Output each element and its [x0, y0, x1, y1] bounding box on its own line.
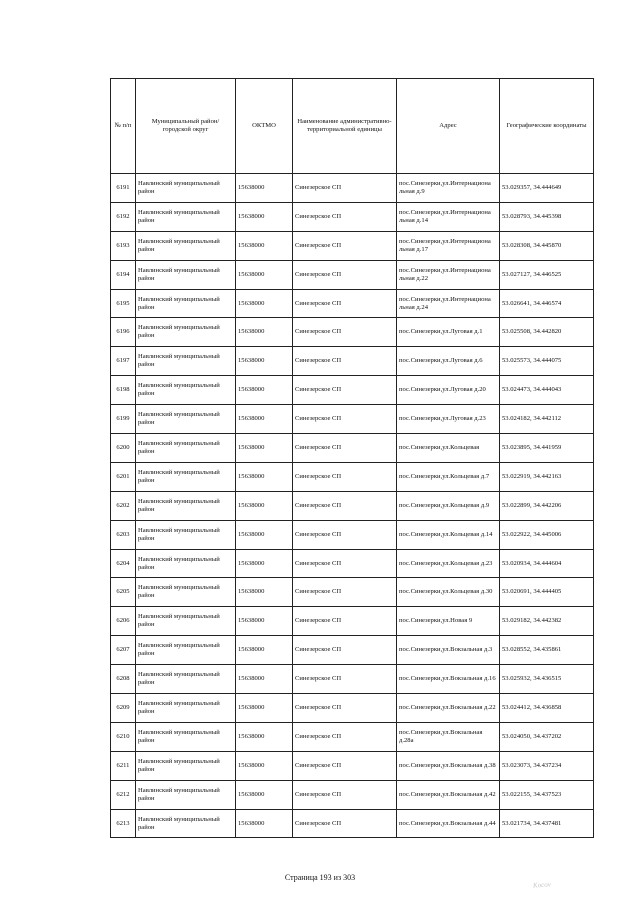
address-cell: пос.Синезерки,ул.Новая 9	[397, 607, 500, 636]
table-row	[111, 174, 594, 203]
table-row	[111, 520, 594, 549]
district-cell: Навлинский муниципальный район	[136, 751, 236, 780]
address-cell: пос.Синезерки,ул.Вокзальная д.3	[397, 636, 500, 665]
unit-cell: Синезерское СП	[293, 694, 397, 723]
unit-cell: Синезерское СП	[293, 751, 397, 780]
unit-cell: Синезерское СП	[293, 231, 397, 260]
oktmo-cell: 15638000	[236, 462, 293, 491]
unit-cell: Синезерское СП	[293, 260, 397, 289]
district-cell: Навлинский муниципальный район	[136, 780, 236, 809]
header-district: Муниципальный район/городской округ	[136, 79, 236, 174]
table-row	[111, 434, 594, 463]
oktmo-cell: 15638000	[236, 174, 293, 203]
row-number: 6207	[111, 636, 136, 665]
unit-cell: Синезерское СП	[293, 636, 397, 665]
oktmo-cell: 15638000	[236, 549, 293, 578]
district-cell: Навлинский муниципальный район	[136, 491, 236, 520]
unit-cell: Синезерское СП	[293, 376, 397, 405]
address-cell: пос.Синезерки,ул.Интернациона льная д.14	[397, 202, 500, 231]
unit-cell: Синезерское СП	[293, 405, 397, 434]
address-cell: пос.Синезерки,ул.Кольцевая	[397, 434, 500, 463]
row-number: 6196	[111, 318, 136, 347]
address-cell: пос.Синезерки,ул.Вокзальная д.38	[397, 751, 500, 780]
unit-cell: Синезерское СП	[293, 578, 397, 607]
coords-cell: 53.028308, 34.445870	[500, 231, 594, 260]
address-cell: пос.Синезерки,ул.Вокзальная д.28а	[397, 722, 500, 751]
row-number: 6199	[111, 405, 136, 434]
district-cell: Навлинский муниципальный район	[136, 722, 236, 751]
oktmo-cell: 15638000	[236, 202, 293, 231]
coords-cell: 53.023895, 34.441959	[500, 434, 594, 463]
row-number: 6194	[111, 260, 136, 289]
oktmo-cell: 15638000	[236, 636, 293, 665]
row-number: 6204	[111, 549, 136, 578]
coords-cell: 53.025573, 34.444075	[500, 347, 594, 376]
address-cell: пос.Синезерки,ул.Интернациона льная д.17	[397, 231, 500, 260]
row-number: 6208	[111, 665, 136, 694]
oktmo-cell: 15638000	[236, 260, 293, 289]
table-row	[111, 751, 594, 780]
row-number: 6201	[111, 462, 136, 491]
row-number: 6213	[111, 809, 136, 838]
district-cell: Навлинский муниципальный район	[136, 809, 236, 838]
table-row	[111, 636, 594, 665]
stamp-mark: Kocov	[532, 880, 552, 890]
address-cell: пос.Синезерки,ул.Кольцевая д.9	[397, 491, 500, 520]
unit-cell: Синезерское СП	[293, 202, 397, 231]
coords-cell: 53.020691, 34.444405	[500, 578, 594, 607]
address-cell: пос.Синезерки,ул.Интернациона льная д.24	[397, 289, 500, 318]
district-cell: Навлинский муниципальный район	[136, 520, 236, 549]
oktmo-cell: 15638000	[236, 434, 293, 463]
row-number: 6209	[111, 694, 136, 723]
address-cell: пос.Синезерки,ул.Интернациона льная д.9	[397, 174, 500, 203]
coords-cell: 53.025932, 34.436515	[500, 665, 594, 694]
row-number: 6202	[111, 491, 136, 520]
unit-cell: Синезерское СП	[293, 347, 397, 376]
coords-cell: 53.024050, 34.437202	[500, 722, 594, 751]
table-row	[111, 549, 594, 578]
unit-cell: Синезерское СП	[293, 549, 397, 578]
district-cell: Навлинский муниципальный район	[136, 260, 236, 289]
table-row	[111, 722, 594, 751]
table-row	[111, 376, 594, 405]
row-number: 6203	[111, 520, 136, 549]
coords-cell: 53.028552, 34.435861	[500, 636, 594, 665]
oktmo-cell: 15638000	[236, 491, 293, 520]
unit-cell: Синезерское СП	[293, 289, 397, 318]
address-cell: пос.Синезерки,ул.Кольцевая д.7	[397, 462, 500, 491]
coords-cell: 53.028793, 34.445398	[500, 202, 594, 231]
unit-cell: Синезерское СП	[293, 491, 397, 520]
coords-cell: 53.024412, 34.436858	[500, 694, 594, 723]
oktmo-cell: 15638000	[236, 318, 293, 347]
unit-cell: Синезерское СП	[293, 607, 397, 636]
unit-cell: Синезерское СП	[293, 434, 397, 463]
oktmo-cell: 15638000	[236, 809, 293, 838]
oktmo-cell: 15638000	[236, 520, 293, 549]
unit-cell: Синезерское СП	[293, 722, 397, 751]
row-number: 6195	[111, 289, 136, 318]
district-cell: Навлинский муниципальный район	[136, 289, 236, 318]
district-cell: Навлинский муниципальный район	[136, 231, 236, 260]
coords-cell: 53.020934, 34.444604	[500, 549, 594, 578]
unit-cell: Синезерское СП	[293, 780, 397, 809]
table-row	[111, 578, 594, 607]
district-cell: Навлинский муниципальный район	[136, 376, 236, 405]
row-number: 6205	[111, 578, 136, 607]
address-cell: пос.Синезерки,ул.Вокзальная д.22	[397, 694, 500, 723]
district-cell: Навлинский муниципальный район	[136, 694, 236, 723]
row-number: 6192	[111, 202, 136, 231]
oktmo-cell: 15638000	[236, 578, 293, 607]
oktmo-cell: 15638000	[236, 347, 293, 376]
unit-cell: Синезерское СП	[293, 318, 397, 347]
oktmo-cell: 15638000	[236, 607, 293, 636]
coords-cell: 53.024473, 34.444043	[500, 376, 594, 405]
district-cell: Навлинский муниципальный район	[136, 636, 236, 665]
oktmo-cell: 15638000	[236, 694, 293, 723]
table-row	[111, 607, 594, 636]
address-cell: пос.Синезерки,ул.Интернациона льная д.22	[397, 260, 500, 289]
district-cell: Навлинский муниципальный район	[136, 202, 236, 231]
row-number: 6200	[111, 434, 136, 463]
header-unit: Наименование административно-территориальной единицы	[293, 79, 397, 174]
page-number: Страница 193 из 303	[284, 873, 356, 882]
district-cell: Навлинский муниципальный район	[136, 318, 236, 347]
district-cell: Навлинский муниципальный район	[136, 434, 236, 463]
table-row	[111, 231, 594, 260]
coords-cell: 53.024182, 34.442112	[500, 405, 594, 434]
coords-cell: 53.022919, 34.442163	[500, 462, 594, 491]
coords-cell: 53.022899, 34.442206	[500, 491, 594, 520]
oktmo-cell: 15638000	[236, 376, 293, 405]
row-number: 6197	[111, 347, 136, 376]
oktmo-cell: 15638000	[236, 751, 293, 780]
unit-cell: Синезерское СП	[293, 520, 397, 549]
row-number: 6210	[111, 722, 136, 751]
table-row	[111, 347, 594, 376]
district-cell: Навлинский муниципальный район	[136, 578, 236, 607]
row-number: 6212	[111, 780, 136, 809]
table-row	[111, 491, 594, 520]
header-coords: Географические координаты	[500, 79, 594, 174]
coords-cell: 53.029182, 34.442382	[500, 607, 594, 636]
coords-cell: 53.027127, 34.446525	[500, 260, 594, 289]
address-cell: пос.Синезерки,ул.Кольцевая д.30	[397, 578, 500, 607]
row-number: 6206	[111, 607, 136, 636]
table-row	[111, 462, 594, 491]
unit-cell: Синезерское СП	[293, 174, 397, 203]
oktmo-cell: 15638000	[236, 231, 293, 260]
header-oktmo: ОКТМО	[236, 79, 293, 174]
district-cell: Навлинский муниципальный район	[136, 405, 236, 434]
district-cell: Навлинский муниципальный район	[136, 174, 236, 203]
unit-cell: Синезерское СП	[293, 665, 397, 694]
address-cell: пос.Синезерки,ул.Кольцевая д.14	[397, 520, 500, 549]
header-row	[111, 79, 594, 174]
header-address: Адрес	[397, 79, 500, 174]
coords-cell: 53.022922, 34.445006	[500, 520, 594, 549]
oktmo-cell: 15638000	[236, 289, 293, 318]
addresses-table	[110, 78, 594, 838]
oktmo-cell: 15638000	[236, 665, 293, 694]
district-cell: Навлинский муниципальный район	[136, 549, 236, 578]
table-row	[111, 809, 594, 838]
table-body	[111, 174, 594, 838]
row-number: 6211	[111, 751, 136, 780]
header-num: № п/п	[111, 79, 136, 174]
district-cell: Навлинский муниципальный район	[136, 462, 236, 491]
address-cell: пос.Синезерки,ул.Луговая д.23	[397, 405, 500, 434]
coords-cell: 53.023073, 34.437234	[500, 751, 594, 780]
row-number: 6193	[111, 231, 136, 260]
oktmo-cell: 15638000	[236, 405, 293, 434]
district-cell: Навлинский муниципальный район	[136, 607, 236, 636]
coords-cell: 53.029357, 34.444649	[500, 174, 594, 203]
table-row	[111, 202, 594, 231]
row-number: 6198	[111, 376, 136, 405]
table-row	[111, 694, 594, 723]
unit-cell: Синезерское СП	[293, 809, 397, 838]
table-row	[111, 405, 594, 434]
oktmo-cell: 15638000	[236, 722, 293, 751]
unit-cell: Синезерское СП	[293, 462, 397, 491]
coords-cell: 53.025508, 34.442820	[500, 318, 594, 347]
table-row	[111, 289, 594, 318]
district-cell: Навлинский муниципальный район	[136, 347, 236, 376]
address-cell: пос.Синезерки,ул.Вокзальная д.16	[397, 665, 500, 694]
address-cell: пос.Синезерки,ул.Луговая д.20	[397, 376, 500, 405]
coords-cell: 53.026641, 34.446574	[500, 289, 594, 318]
coords-cell: 53.021734, 34.437481	[500, 809, 594, 838]
coords-cell: 53.022155, 34.437523	[500, 780, 594, 809]
row-number: 6191	[111, 174, 136, 203]
address-cell: пос.Синезерки,ул.Луговая д.6	[397, 347, 500, 376]
address-cell: пос.Синезерки,ул.Луговая д.1	[397, 318, 500, 347]
address-cell: пос.Синезерки,ул.Кольцевая д.23	[397, 549, 500, 578]
table-row	[111, 318, 594, 347]
address-cell: пос.Синезерки,ул.Вокзальная д.42	[397, 780, 500, 809]
table-row	[111, 665, 594, 694]
district-cell: Навлинский муниципальный район	[136, 665, 236, 694]
table-row	[111, 260, 594, 289]
address-cell: пос.Синезерки,ул.Вокзальная д.44	[397, 809, 500, 838]
table-row	[111, 780, 594, 809]
oktmo-cell: 15638000	[236, 780, 293, 809]
